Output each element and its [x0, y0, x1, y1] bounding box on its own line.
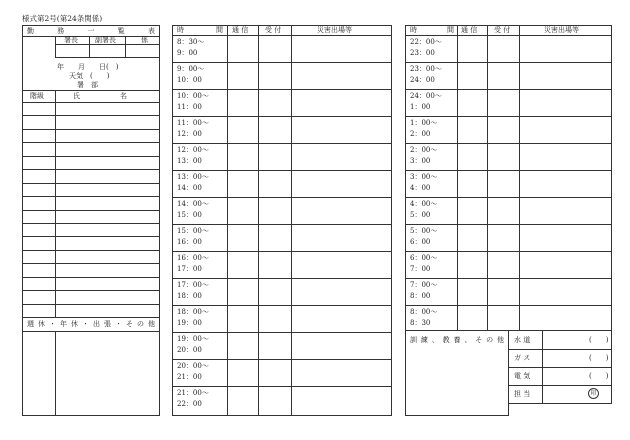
- time-slot-end: 10：00: [177, 76, 202, 84]
- time-slot-end: 6：00: [410, 238, 431, 246]
- time-slot-end: 17：00: [177, 265, 202, 273]
- gas-value: ( ): [589, 354, 609, 362]
- time-slot-start: 23：00〜: [410, 65, 442, 73]
- time-slot-start: 22：00〜: [410, 38, 442, 46]
- time-slot-end: 5：00: [410, 211, 431, 219]
- disaster-column-header: 災害出場等: [317, 26, 352, 34]
- water-label: 水 道: [514, 336, 531, 344]
- time-slot-end: 2：00: [410, 130, 431, 138]
- time-slot-start: 12：00〜: [177, 146, 209, 154]
- time-slot-start: 10：00〜: [177, 92, 209, 100]
- duty-roster-panel: [22, 25, 160, 416]
- time-slot-end: 21：00: [177, 373, 202, 381]
- time-slot-end: 8：30: [410, 319, 431, 327]
- training-header: 訓 練 、 教 養 、 そ の 他: [410, 336, 504, 344]
- comm-column-header: 通 信: [461, 26, 478, 34]
- time-slot-start: 13：00〜: [177, 173, 209, 181]
- time-slot-end: 4：00: [410, 184, 431, 192]
- time-slot-end: 23：00: [410, 49, 435, 57]
- time-slot-start: 2：00〜: [410, 146, 438, 154]
- seal-mark: 印: [588, 388, 599, 399]
- time-slot-end: 14：00: [177, 184, 202, 192]
- time-slot-end: 18：00: [177, 292, 202, 300]
- time-slot-start: 6：00〜: [410, 254, 438, 262]
- time-column-header: 時 間: [177, 26, 223, 34]
- time-slot-start: 3：00〜: [410, 173, 438, 181]
- time-slot-start: 7：00〜: [410, 281, 438, 289]
- time-slot-start: 21：00〜: [177, 389, 209, 397]
- date-line: 年 月 日( ): [57, 63, 119, 71]
- water-value: ( ): [589, 336, 609, 344]
- time-slot-start: 8：30〜: [177, 38, 205, 46]
- time-slot-start: 20：00〜: [177, 362, 209, 370]
- time-slot-end: 12：00: [177, 130, 202, 138]
- time-slot-end: 13：00: [177, 157, 202, 165]
- utilities-box: [508, 330, 612, 404]
- chief-label: 署長: [64, 36, 78, 44]
- reception-column-header: 受 付: [265, 26, 282, 34]
- time-slot-start: 11：00〜: [177, 119, 209, 127]
- time-slot-start: 18：00〜: [177, 308, 209, 316]
- time-log-table-night: [405, 25, 612, 331]
- time-slot-end: 11：00: [177, 103, 202, 111]
- time-slot-end: 16：00: [177, 238, 202, 246]
- electricity-value: ( ): [589, 372, 609, 380]
- time-slot-end: 15：00: [177, 211, 202, 219]
- time-slot-end: 9：00: [177, 49, 198, 57]
- time-slot-end: 3：00: [410, 157, 431, 165]
- comm-column-header: 通 信: [232, 26, 249, 34]
- time-slot-start: 16：00〜: [177, 254, 209, 262]
- form-caption: 様式第2号(第24条関係): [22, 14, 103, 23]
- time-slot-start: 24：00〜: [410, 92, 442, 100]
- time-column-header: 時 間: [410, 26, 454, 34]
- leave-header: 週 休 ・ 年 休 ・ 出 張 ・ そ の 他: [27, 320, 155, 328]
- gas-label: ガ ス: [514, 354, 531, 362]
- person-in-charge-label: 担 当: [514, 390, 531, 398]
- time-slot-end: 1：00: [410, 103, 431, 111]
- roster-title: 勤 務 一 覧 表: [27, 27, 155, 35]
- time-slot-end: 20：00: [177, 346, 202, 354]
- weather-line: 天気 ( ): [69, 72, 110, 80]
- time-log-table-day: [172, 25, 392, 416]
- name-column-header: 氏 名: [73, 92, 127, 100]
- vice-chief-label: 副署長: [95, 36, 116, 44]
- time-slot-end: 8：00: [410, 292, 431, 300]
- time-slot-end: 22：00: [177, 400, 202, 408]
- time-slot-start: 15：00〜: [177, 227, 209, 235]
- rank-column-header: 階級: [30, 92, 44, 100]
- time-slot-start: 4：00〜: [410, 200, 438, 208]
- time-slot-start: 17：00〜: [177, 281, 209, 289]
- staff-label: 係: [141, 36, 148, 44]
- time-slot-end: 19：00: [177, 319, 202, 327]
- time-slot-start: 14：00〜: [177, 200, 209, 208]
- department-line: 署 部: [77, 81, 98, 89]
- reception-column-header: 受 付: [494, 26, 511, 34]
- time-slot-start: 8：00〜: [410, 308, 438, 316]
- time-slot-start: 5：00〜: [410, 227, 438, 235]
- time-slot-start: 1：00〜: [410, 119, 438, 127]
- electricity-label: 電 気: [514, 372, 531, 380]
- time-slot-start: 9：00〜: [177, 65, 205, 73]
- time-slot-start: 19：00〜: [177, 335, 209, 343]
- training-box: [405, 330, 509, 416]
- time-slot-end: 7：00: [410, 265, 431, 273]
- disaster-column-header: 災害出場等: [544, 26, 579, 34]
- time-slot-end: 24：00: [410, 76, 435, 84]
